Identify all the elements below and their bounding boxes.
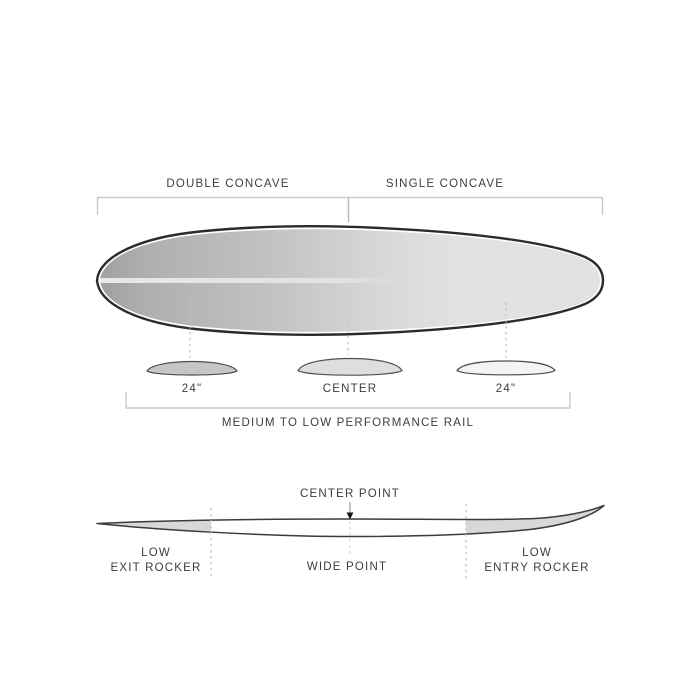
concave-bracket	[98, 198, 603, 223]
cross-section-center-label: CENTER	[322, 383, 378, 395]
center-point-label: CENTER POINT	[299, 488, 400, 500]
entry-rocker-label	[472, 546, 602, 575]
entry-rocker-label-line1: LOW	[522, 547, 552, 559]
cross-section-right	[457, 361, 555, 375]
exit-rocker-label-line2: EXIT ROCKER	[110, 561, 202, 574]
cross-section-center	[298, 359, 402, 376]
cross-section-left-label: 24"	[181, 383, 203, 395]
rail-type-label: MEDIUM TO LOW PERFORMANCE RAIL	[221, 417, 475, 429]
entry-rocker-label-line2: ENTRY ROCKER	[484, 561, 590, 574]
wide-point-label: WIDE POINT	[306, 561, 388, 573]
exit-rocker-label	[91, 546, 221, 575]
board-top-view	[97, 226, 603, 335]
cross-section-right-label: 24"	[495, 383, 517, 395]
single-concave-label: SINGLE CONCAVE	[385, 178, 505, 190]
double-concave-label: DOUBLE CONCAVE	[166, 178, 290, 190]
cross-section-left	[147, 362, 237, 376]
exit-rocker-label-line1: LOW	[141, 547, 171, 559]
center-point-arrow-icon	[347, 502, 354, 520]
stringer-line	[97, 278, 400, 283]
